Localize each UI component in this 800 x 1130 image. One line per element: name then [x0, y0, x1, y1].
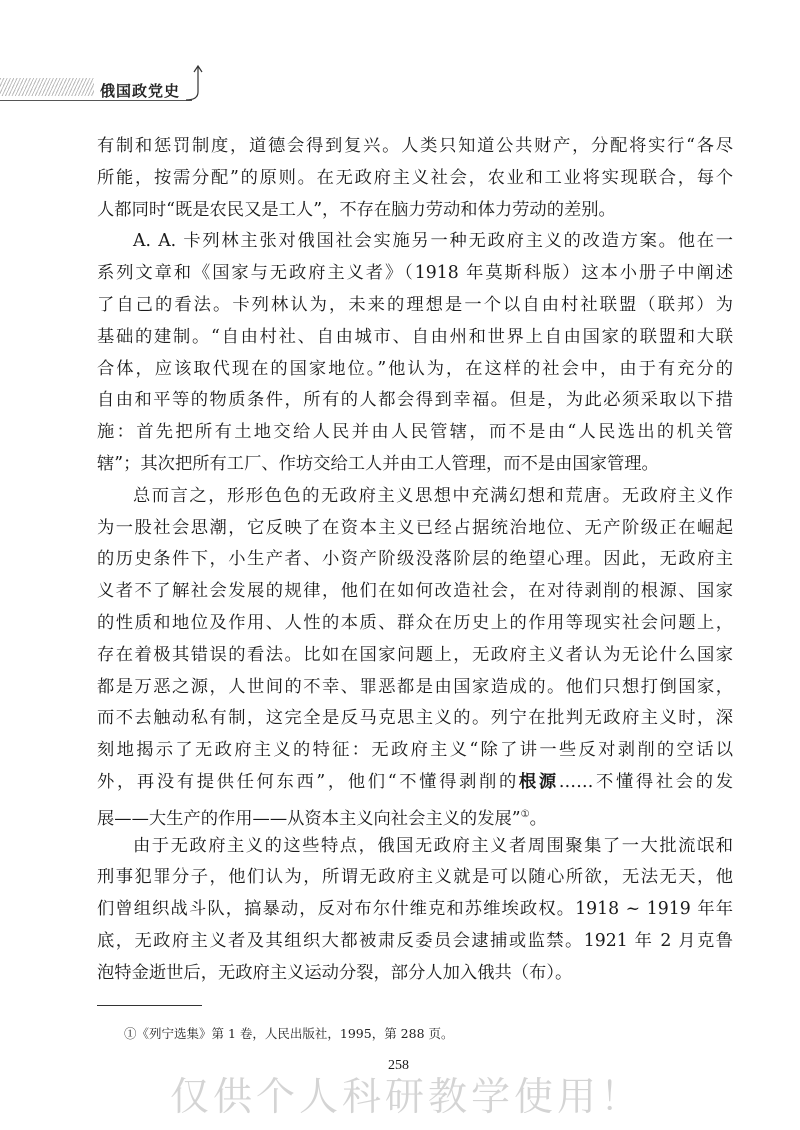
- text-line: 合体，应该取代现在的国家地位。”他认为，在这样的社会中，由于有充分的: [97, 358, 733, 379]
- body-text: [97, 131, 733, 990]
- text-line: [97, 767, 733, 799]
- header-hatch-band: [0, 78, 94, 96]
- text-line: 辖”；其次把所有工厂、作坊交给工人并由工人管理，而不是由国家管理。: [97, 453, 659, 474]
- page-number: 258: [388, 1058, 409, 1073]
- watermark: 仅供个人科研教学使用！: [170, 1075, 644, 1120]
- text-segment: 展——大生产的作用——从资本主义向社会主义的发展”: [97, 808, 521, 829]
- text-segment: ……不懂得社会的发: [558, 771, 733, 792]
- text-line: 为一股社会思潮，它反映了在资本主义已经占据统治地位、无产阶级正在崛起: [97, 517, 733, 538]
- text-line: 刑事犯罪分子，他们认为，所谓无政府主义就是可以随心所欲，无法无天，他: [97, 867, 733, 888]
- text-line: 所能，按需分配”的原则。在无政府主义社会，农业和工业将实现联合，每个: [97, 167, 733, 188]
- text-segment: 外，再没有提供任何东西”，他们“不懂得剥削的: [97, 771, 519, 792]
- text-line: 系列文章和《国家与无政府主义者》（1918 年莫斯科版）这本小册子中阐述: [97, 263, 733, 284]
- text-line: [97, 799, 733, 831]
- footnote-ref[interactable]: ①: [520, 808, 530, 820]
- footnote: ①《列宁选集》第 1 卷，人民出版社，1995，第 288 页。: [124, 1026, 454, 1041]
- arrow-up-icon: [186, 64, 206, 104]
- text-line: 泡特金逝世后，无政府主义运动分裂，部分人加入俄共（布）。: [97, 962, 573, 983]
- footnote-separator: [97, 1005, 202, 1006]
- text-line: 都是万恶之源，人世间的不幸、罪恶都是由国家造成的。他们只想打倒国家，: [97, 676, 733, 697]
- text-line: 施：首先把所有土地交给人民并由人民管辖，而不是由“人民选出的机关管: [97, 422, 733, 443]
- text-line: 自由和平等的物质条件，所有的人都会得到幸福。但是，为此必须采取以下措: [97, 390, 733, 411]
- text-line: 人都同时“既是农民又是工人”，不存在脑力劳动和体力劳动的差别。: [97, 199, 616, 220]
- text-line: 底，无政府主义者及其组织大都被肃反委员会逮捕或监禁。1921 年 2 月克鲁: [97, 930, 733, 951]
- text-line: 有制和惩罚制度，道德会得到复兴。人类只知道公共财产，分配将实行“各尽: [97, 136, 733, 156]
- text-line: 的历史条件下，小生产者、小资产阶级没落阶层的绝望心理。因此，无政府主: [97, 549, 733, 570]
- running-header-title: 俄国政党史: [100, 82, 181, 100]
- text-line: 的性质和地位及作用、人性的本质、群众在历史上的作用等现实社会问题上，: [97, 612, 733, 633]
- text-line: 基础的建制。“自由村社、自由城市、自由州和世界上自由国家的联盟和大联: [97, 326, 733, 347]
- text-line: 总而言之，形形色色的无政府主义思想中充满幻想和荒唐。无政府主义作: [133, 485, 733, 506]
- text-line: 由于无政府主义的这些特点，俄国无政府主义者周围聚集了一大批流氓和: [133, 835, 733, 856]
- text-line: 们曾组织战斗队，搞暴动，反对布尔什维克和苏维埃政权。1918 ~ 1919 年年: [97, 899, 733, 920]
- text-line: 存在着极其错误的看法。比如在国家问题上，无政府主义者认为无论什么国家: [97, 644, 733, 665]
- text-line: A. A. 卡列林主张对俄国社会实施另一种无政府主义的改造方案。他在一: [133, 231, 733, 252]
- text-segment: 。: [529, 808, 547, 829]
- text-line: 刻地揭示了无政府主义的特征：无政府主义“除了讲一些反对剥削的空话以: [97, 740, 733, 761]
- text-line: 了自己的看法。卡列林认为，未来的理想是一个以自由村社联盟（联邦）为: [97, 294, 733, 315]
- bold-emphasis: 根源: [518, 771, 559, 792]
- text-line: 而不去触动私有制，这完全是反马克思主义的。列宁在批判无政府主义时，深: [97, 708, 733, 729]
- text-line: 义者不了解社会发展的规律，他们在如何改造社会，在对待剥削的根源、国家: [97, 581, 733, 602]
